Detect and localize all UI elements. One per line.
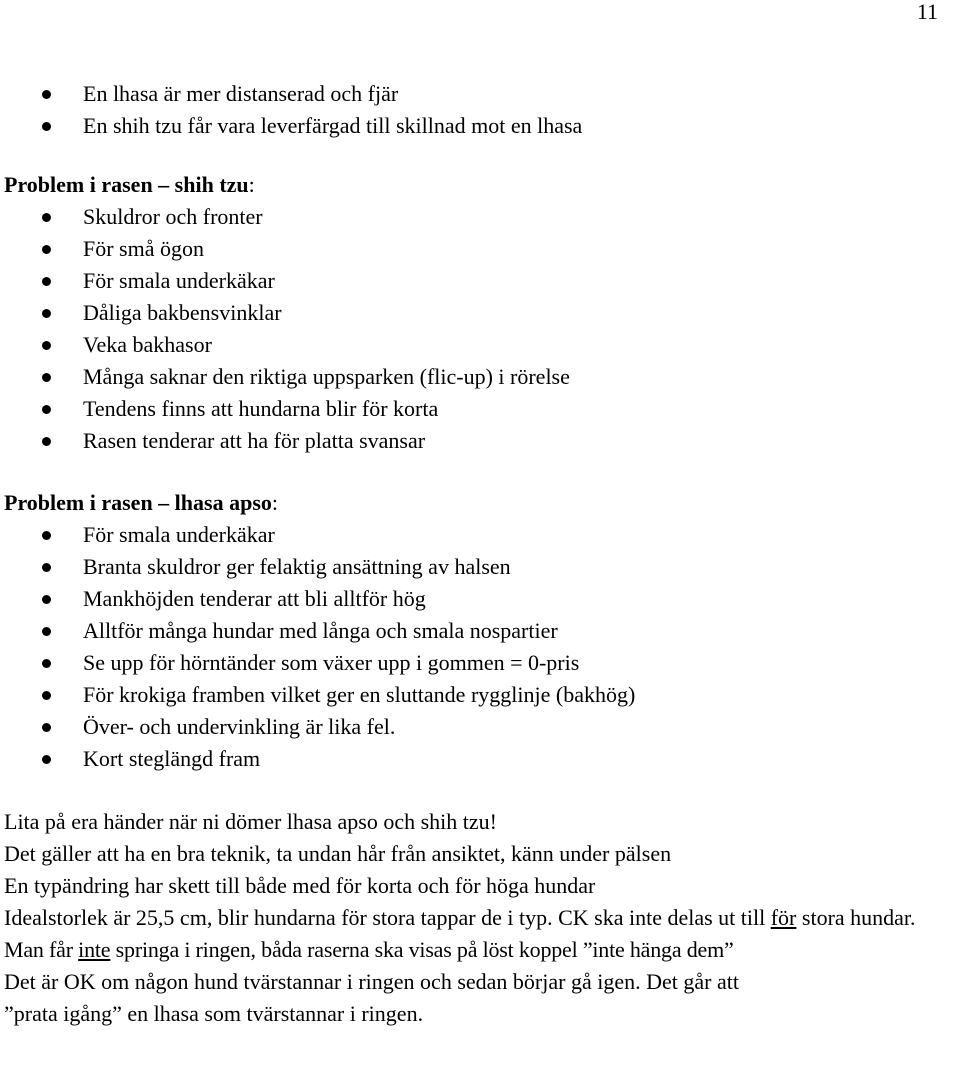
list-item: En shih tzu får vara leverfärgad till skillnad mot en lhasa: [4, 110, 954, 142]
text-segment: Idealstorlek är 25,5 cm, blir hundarna för stora tappar de i typ. CK ska inte delas ut till: [4, 905, 771, 930]
underlined-word: inte: [78, 937, 111, 962]
list-item: Kort steglängd fram: [4, 743, 954, 775]
document-body: [4, 78, 954, 1030]
list-item: För smala underkäkar: [4, 265, 954, 297]
list-item: Alltför många hundar med långa och smala nospartier: [4, 615, 954, 647]
intro-list: [4, 78, 954, 142]
list-item: Över- och undervinkling är lika fel.: [4, 711, 954, 743]
lhasa-apso-problem-list: [4, 519, 954, 775]
heading-text: Problem i rasen – shih tzu: [4, 172, 249, 197]
closing-line: Det är OK om någon hund tvärstannar i ringen och sedan börjar gå igen. Det går att: [4, 969, 739, 994]
closing-line: Lita på era händer när ni dömer lhasa apso och shih tzu!: [4, 809, 497, 834]
list-item: För små ögon: [4, 233, 954, 265]
text-segment: springa i ringen, båda raserna ska visas på löst koppel ”inte hänga dem”: [110, 937, 734, 962]
closing-line: ”prata igång” en lhasa som tvärstannar i ringen.: [4, 1001, 424, 1026]
underlined-word: för: [770, 905, 797, 930]
closing-line-ideal-size: [4, 902, 954, 934]
list-item: Tendens finns att hundarna blir för korta: [4, 393, 954, 425]
list-item: Rasen tenderar att ha för platta svansar: [4, 425, 954, 457]
heading-text: Problem i rasen – lhasa apso: [4, 490, 272, 515]
closing-line: En typändring har skett till både med för korta och för höga hundar: [4, 873, 596, 898]
text-segment: stora hundar.: [796, 905, 916, 930]
list-item: För krokiga framben vilket ger en sluttande rygglinje (bakhög): [4, 679, 954, 711]
list-item: Mankhöjden tenderar att bli alltför hög: [4, 583, 954, 615]
list-item: Dåliga bakbensvinklar: [4, 297, 954, 329]
section-heading-shih-tzu: [4, 169, 954, 201]
heading-colon: :: [271, 490, 279, 515]
list-item: Branta skuldror ger felaktig ansättning av halsen: [4, 551, 954, 583]
closing-line-ring-rules: [4, 934, 954, 966]
list-item: En lhasa är mer distanserad och fjär: [4, 78, 954, 110]
section-heading-lhasa-apso: [4, 487, 954, 519]
shih-tzu-problem-list: [4, 201, 954, 457]
closing-line: Det gäller att ha en bra teknik, ta undan hår från ansiktet, känn under pälsen: [4, 841, 672, 866]
list-item: Många saknar den riktiga uppsparken (flic-up) i rörelse: [4, 361, 954, 393]
heading-colon: :: [248, 172, 255, 197]
page-number: 11: [916, 0, 938, 24]
list-item: Se upp för hörntänder som växer upp i gommen = 0-pris: [4, 647, 954, 679]
list-item: Skuldror och fronter: [4, 201, 954, 233]
list-item: För smala underkäkar: [4, 519, 954, 551]
text-segment: Man får: [4, 937, 79, 962]
list-item: Veka bakhasor: [4, 329, 954, 361]
